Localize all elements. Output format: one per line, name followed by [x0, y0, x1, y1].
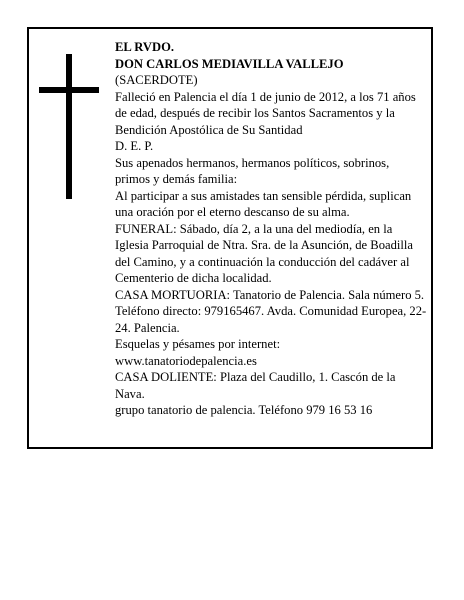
title-line-1: EL RVDO. [115, 40, 175, 54]
notice-text [115, 39, 427, 419]
paragraph-death-info: Falleció en Palencia el día 1 de junio de 2012, a los 71 años de edad, después de recibir los Santos Sacramentos y la Bendición Apostólica de Su Santidad [115, 89, 416, 137]
paragraph-prayer-request: Al participar a sus amistades tan sensible pérdida, suplican una oración por el eterno descanso de su alma. [115, 188, 412, 219]
paragraph-funeral-home: CASA MORTUORIA: Tanatorio de Palencia. Sala número 5. Teléfono directo: 979165467. Avda. Comunidad Europea, 22-24. Palencia. [115, 287, 427, 335]
cross-icon [39, 54, 99, 199]
obituary-notice [27, 27, 433, 449]
paragraph-grieving-house: CASA DOLIENTE: Plaza del Caudillo, 1. Cascón de la Nava. [115, 370, 396, 401]
paragraph-dep: D. E. P. [115, 139, 154, 153]
cross-vertical-bar [66, 54, 72, 199]
deceased-name: DON CARLOS MEDIAVILLA VALLEJO [115, 56, 344, 71]
paragraph-phone: grupo tanatorio de palencia. Teléfono 979 16 53 16 [115, 403, 373, 417]
website-link: www.tanatoriodepalencia.es [115, 353, 257, 368]
paragraph-funeral: FUNERAL: Sábado, día 2, a la una del mediodía, en la Iglesia Parroquial de Ntra. Sra. de la Asunción, de Boadilla del Camino, y a continuación la conducción del cadáver al Cementerio de dicha localidad. [115, 221, 413, 285]
deceased-role: (SACERDOTE) [115, 73, 198, 87]
paragraph-family: Sus apenados hermanos, hermanos políticos, sobrinos, primos y demás familia: [115, 155, 390, 186]
paragraph-internet-label: Esquelas y pésames por internet: [115, 337, 281, 351]
cross-horizontal-bar [39, 87, 99, 93]
